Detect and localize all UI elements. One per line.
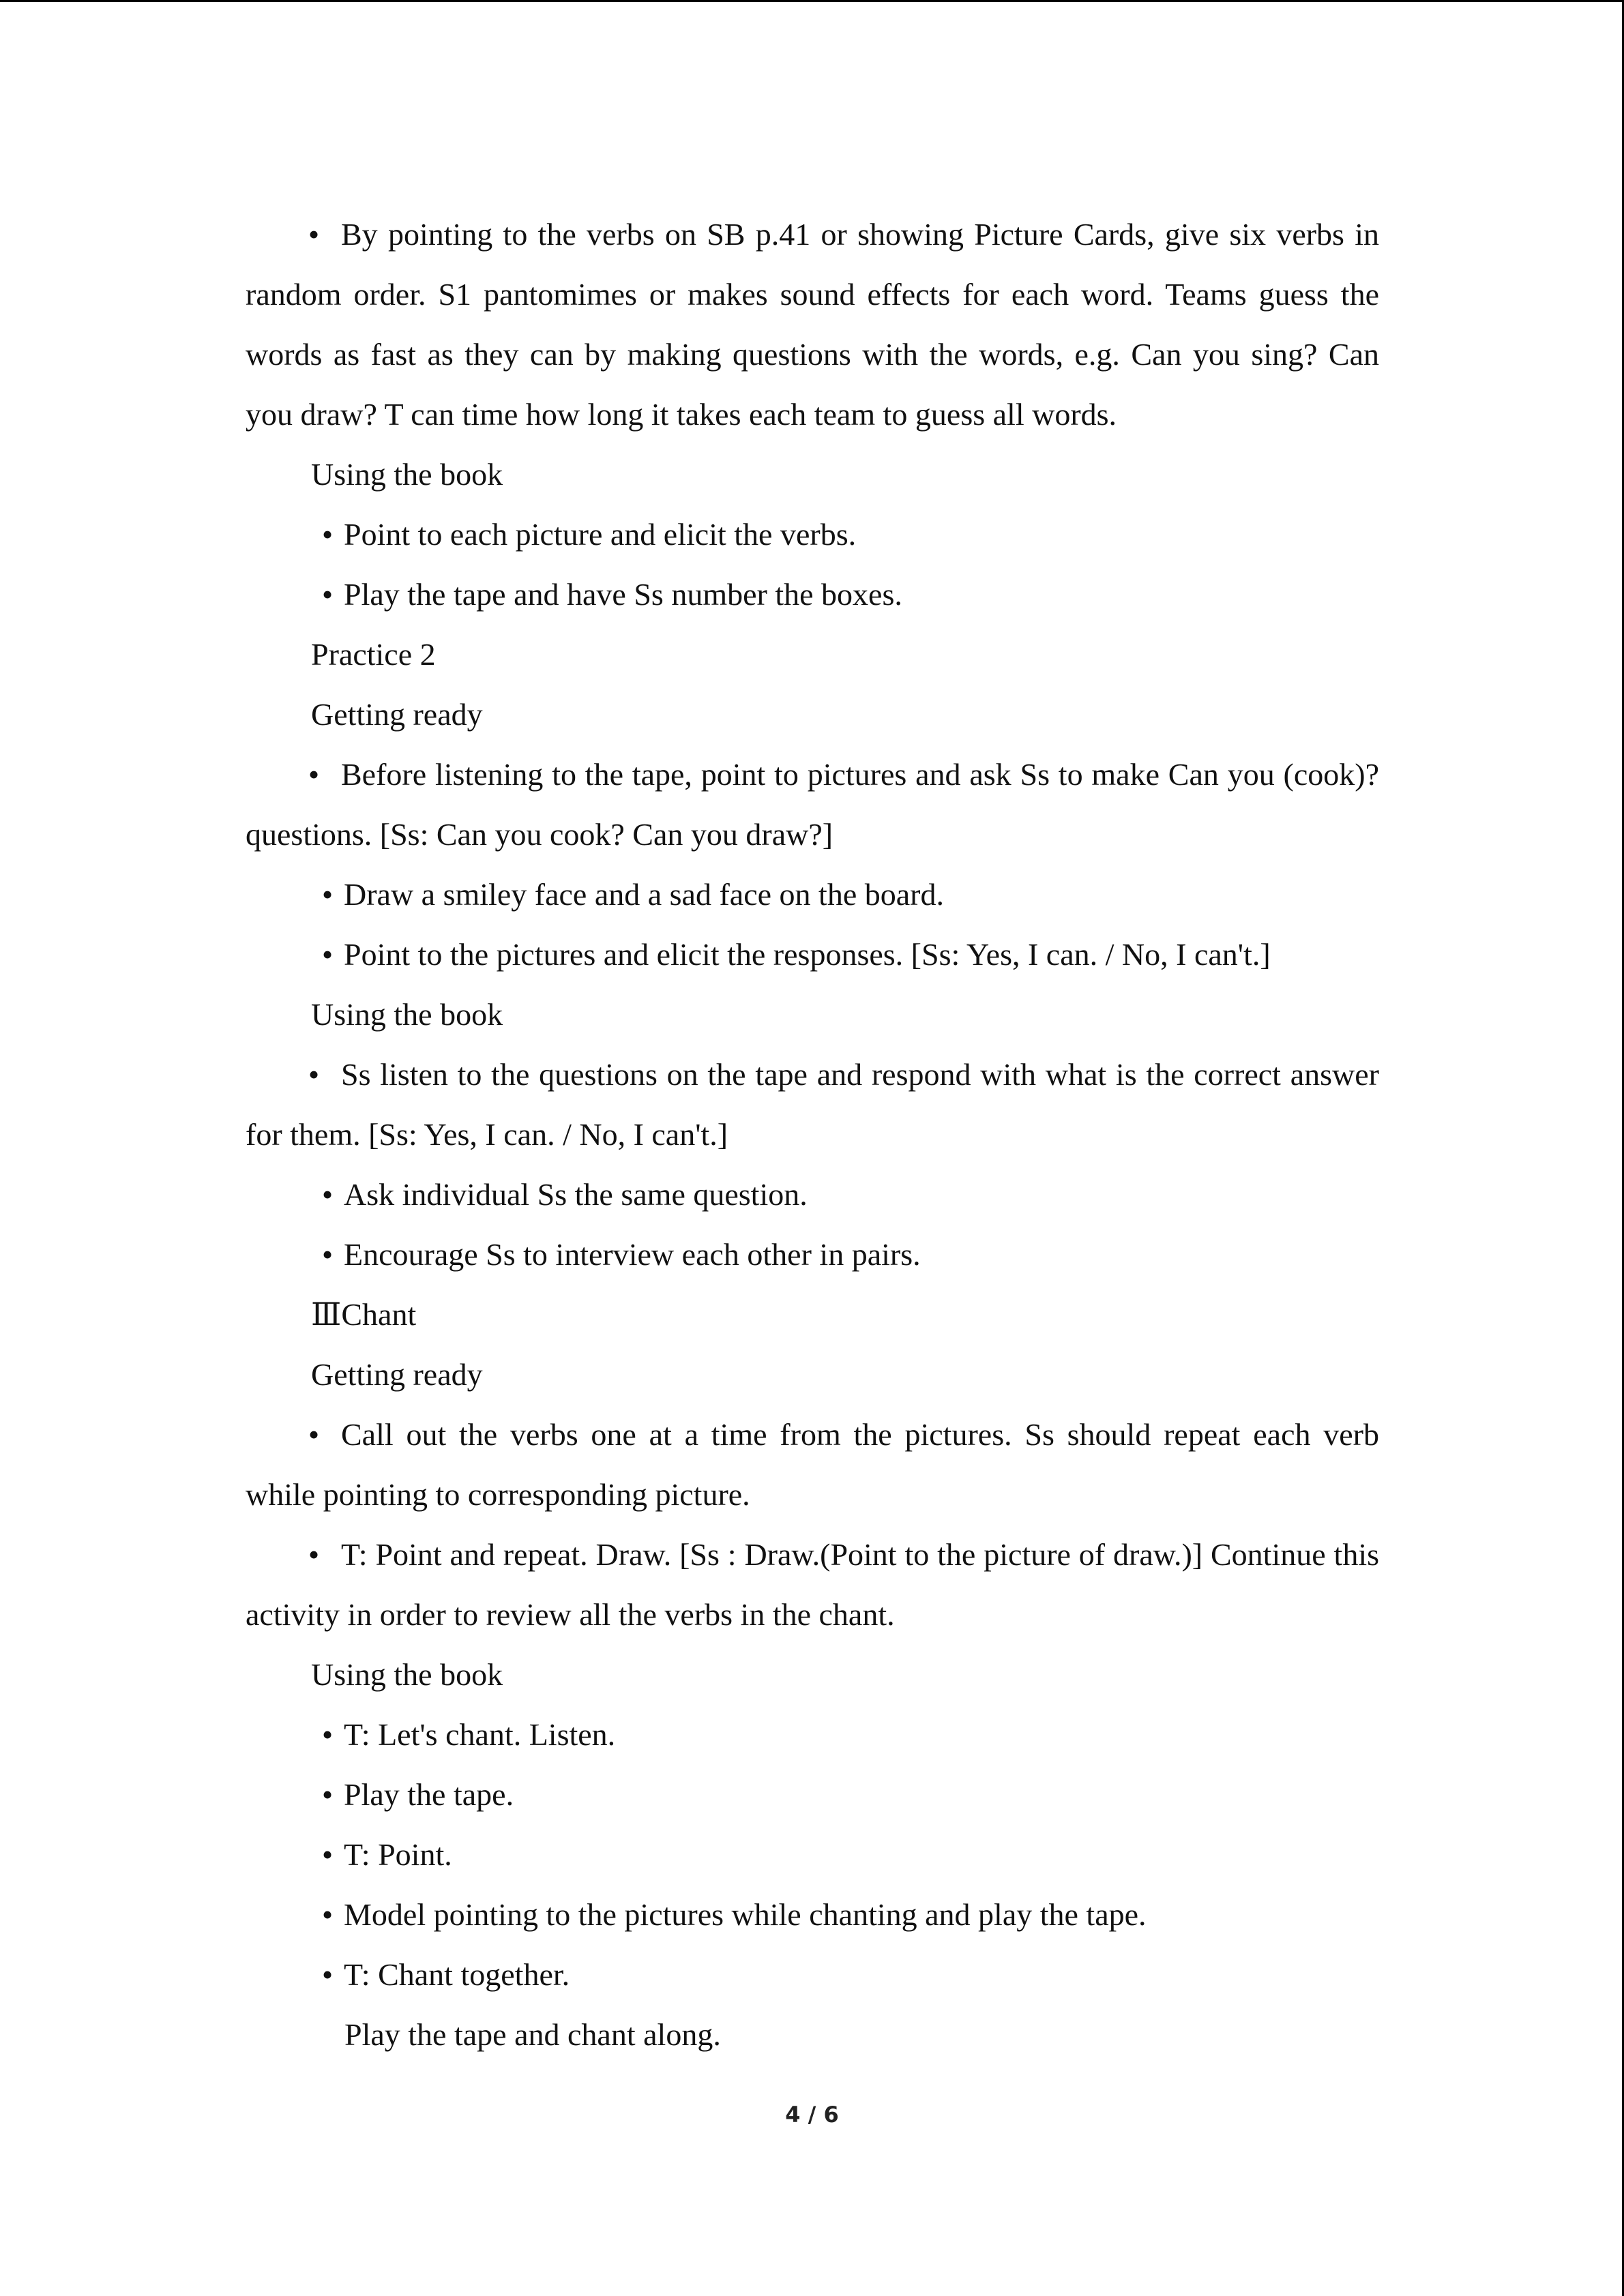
list-item-text: T: Let's chant. Listen. — [344, 1717, 616, 1752]
document-body — [246, 205, 1379, 2065]
bullet-icon: • — [308, 1537, 320, 1572]
bullet-icon: • — [321, 1897, 334, 1932]
section-heading: Getting ready — [311, 697, 483, 732]
list-item — [246, 1945, 1379, 2005]
bullet-icon: • — [321, 937, 334, 972]
section-heading: Using the book — [311, 997, 503, 1032]
list-item — [246, 1225, 1379, 1285]
section-heading: Getting ready — [311, 1357, 483, 1392]
page-top-border — [0, 0, 1624, 2]
paragraph-text: Call out the verbs one at a time from the pictures. Ss should repeat each verb while pointing to corresponding picture. — [246, 1417, 1379, 1512]
paragraph-text: T: Point and repeat. Draw. [Ss : Draw.(Point to the picture of draw.)] Continue this activity in order to review all the verbs in the chant. — [246, 1537, 1379, 1632]
paragraph-before-listening — [246, 745, 1379, 865]
section-heading: Using the book — [311, 457, 503, 492]
bullet-icon: • — [321, 1957, 334, 1992]
section-heading: Using the book — [311, 1657, 503, 1692]
plain-line: Play the tape and chant along. — [344, 2017, 721, 2052]
paragraph-text: Before listening to the tape, point to pictures and ask Ss to make Can you (cook)? questions. [Ss: Can you cook? Can you draw?] — [246, 757, 1379, 852]
bullet-icon: • — [308, 1057, 320, 1092]
list-item — [246, 505, 1379, 565]
list-item — [246, 1825, 1379, 1885]
list-item-text: Ask individual Ss the same question. — [344, 1177, 808, 1212]
bullet-icon: • — [308, 1417, 320, 1452]
list-item-text: T: Chant together. — [344, 1957, 570, 1992]
list-item-text: Point to the pictures and elicit the responses. [Ss: Yes, I can. / No, I can't.] — [344, 937, 1271, 972]
list-item — [246, 1885, 1379, 1945]
list-item — [246, 1165, 1379, 1225]
list-item-text: Point to each picture and elicit the verbs. — [344, 517, 857, 552]
list-item-text: Draw a smiley face and a sad face on the board. — [344, 877, 944, 912]
list-item — [246, 865, 1379, 925]
list-item — [246, 1765, 1379, 1825]
bullet-icon: • — [321, 1177, 334, 1212]
paragraph-text: Ss listen to the questions on the tape and respond with what is the correct answer for them. [Ss: Yes, I can. / No, I can't.] — [246, 1057, 1379, 1152]
paragraph-listen-respond — [246, 1045, 1379, 1165]
bullet-icon: • — [321, 1237, 334, 1272]
paragraph-guessing-game — [246, 205, 1379, 445]
paragraph-point-repeat — [246, 1525, 1379, 1645]
list-item — [246, 565, 1379, 625]
bullet-icon: • — [321, 577, 334, 612]
list-item-text: Model pointing to the pictures while chanting and play the tape. — [344, 1897, 1147, 1932]
list-item-text: T: Point. — [344, 1837, 452, 1872]
list-item — [246, 1705, 1379, 1765]
list-item-text: Play the tape and have Ss number the boxes. — [344, 577, 902, 612]
section-heading: Practice 2 — [311, 637, 436, 672]
bullet-icon: • — [321, 1717, 334, 1752]
bullet-icon: • — [308, 217, 320, 252]
bullet-icon: • — [321, 1777, 334, 1812]
list-item — [246, 925, 1379, 985]
page-number: 4 / 6 — [785, 2102, 839, 2128]
paragraph-call-out-verbs — [246, 1405, 1379, 1525]
paragraph-text: By pointing to the verbs on SB p.41 or showing Picture Cards, give six verbs in random order. S1 pantomimes or makes sound effects for each word. Teams guess the words as fast as they can by making questions with the words, e.g. Can you sing? Can you draw? T can time how long it takes each team to guess all words. — [246, 217, 1379, 432]
bullet-icon: • — [308, 757, 320, 792]
list-item-text: Play the tape. — [344, 1777, 514, 1812]
list-item-text: Encourage Ss to interview each other in pairs. — [344, 1237, 921, 1272]
bullet-icon: • — [321, 517, 334, 552]
bullet-icon: • — [321, 877, 334, 912]
section-heading: ⅢChant — [311, 1297, 417, 1332]
bullet-icon: • — [321, 1837, 334, 1872]
